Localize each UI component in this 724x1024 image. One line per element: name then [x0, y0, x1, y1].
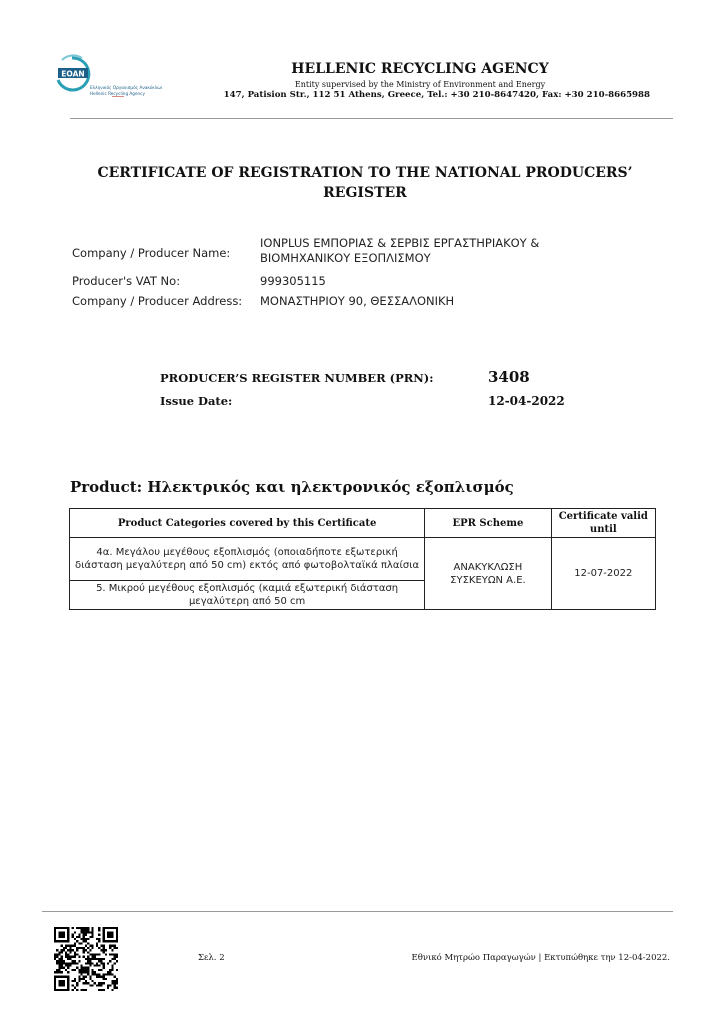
categories-table — [69, 508, 656, 610]
vat-value: 999305115 — [260, 274, 326, 288]
category-cell: 5. Μικρού μεγέθους εξοπλισμός (καμιά εξωτερική διάσταση μεγαλύτερη από 50 cm — [70, 581, 425, 610]
page-number: Σελ. 2 — [198, 953, 225, 963]
prn-value: 3408 — [488, 368, 530, 386]
table-row — [70, 538, 656, 581]
agency-address: 147, Patision Str., 112 51 Athens, Greece, Tel.: +30 210-8647420, Fax: +30 210-8665988 — [223, 90, 650, 100]
company-name-value: IONPLUS ΕΜΠΟΡΙΑΣ & ΣΕΡΒΙΣ ΕΡΓΑΣΤΗΡΙΑΚΟΥ & ΒΙΟΜΗΧΑΝΙΚΟΥ ΕΞΟΠΛΙΣΜΟΥ — [260, 236, 540, 265]
vat-label: Producer's VAT No: — [72, 274, 181, 288]
header-epr-scheme: EPR Scheme — [425, 509, 551, 538]
qr-code — [54, 927, 118, 991]
footer-divider — [42, 911, 673, 912]
issue-date-value: 12-04-2022 — [488, 394, 565, 408]
prn-label: PRODUCER’S REGISTER NUMBER (PRN): — [160, 371, 434, 385]
company-address-label: Company / Producer Address: — [72, 294, 243, 308]
epr-scheme-cell: ΑΝΑΚΥΚΛΩΣΗ ΣΥΣΚΕΥΩΝ Α.Ε. — [425, 538, 551, 610]
valid-until-cell: 12-07-2022 — [551, 538, 655, 610]
header-valid-until: Certificate valid until — [551, 509, 655, 538]
header-divider — [70, 118, 673, 119]
footer-text: Εθνικό Μητρώο Παραγωγών | Εκτυπώθηκε την 12-04-2022. — [411, 953, 670, 963]
logo-text: EOAN — [61, 69, 85, 79]
logo-line2: Hellenic Recycling Agency — [90, 91, 145, 96]
category-cell: 4α. Μεγάλου μεγέθους εξοπλισμός (οποιαδήποτε εξωτερική διάσταση μεγαλύτερη από 50 cm) εκτός από φωτοβολταϊκά πλαίσια — [70, 538, 425, 581]
company-address-value: ΜΟΝΑΣΤΗΡΙΟΥ 90, ΘΕΣΣΑΛΟΝΙΚΗ — [260, 294, 455, 308]
qr-code-icon — [54, 927, 118, 991]
agency-name: HELLENIC RECYCLING AGENCY — [291, 61, 549, 77]
product-heading: Product: Ηλεκτρικός και ηλεκτρονικός εξοπλισμός — [70, 478, 514, 496]
logo-graphic — [52, 54, 162, 104]
certificate-title: CERTIFICATE OF REGISTRATION TO THE NATIONAL PRODUCERS’ REGISTER — [97, 165, 633, 201]
agency-subtitle: Entity supervised by the Ministry of Environment and Energy — [294, 80, 546, 89]
logo-line1: Ελληνικός Οργανισμός Ανακύκλωσης — [90, 85, 162, 90]
table-header-row — [70, 509, 656, 538]
header-categories: Product Categories covered by this Certificate — [70, 509, 425, 538]
company-name-label: Company / Producer Name: — [72, 246, 231, 260]
issue-date-label: Issue Date: — [160, 394, 233, 408]
agency-logo — [52, 54, 162, 104]
